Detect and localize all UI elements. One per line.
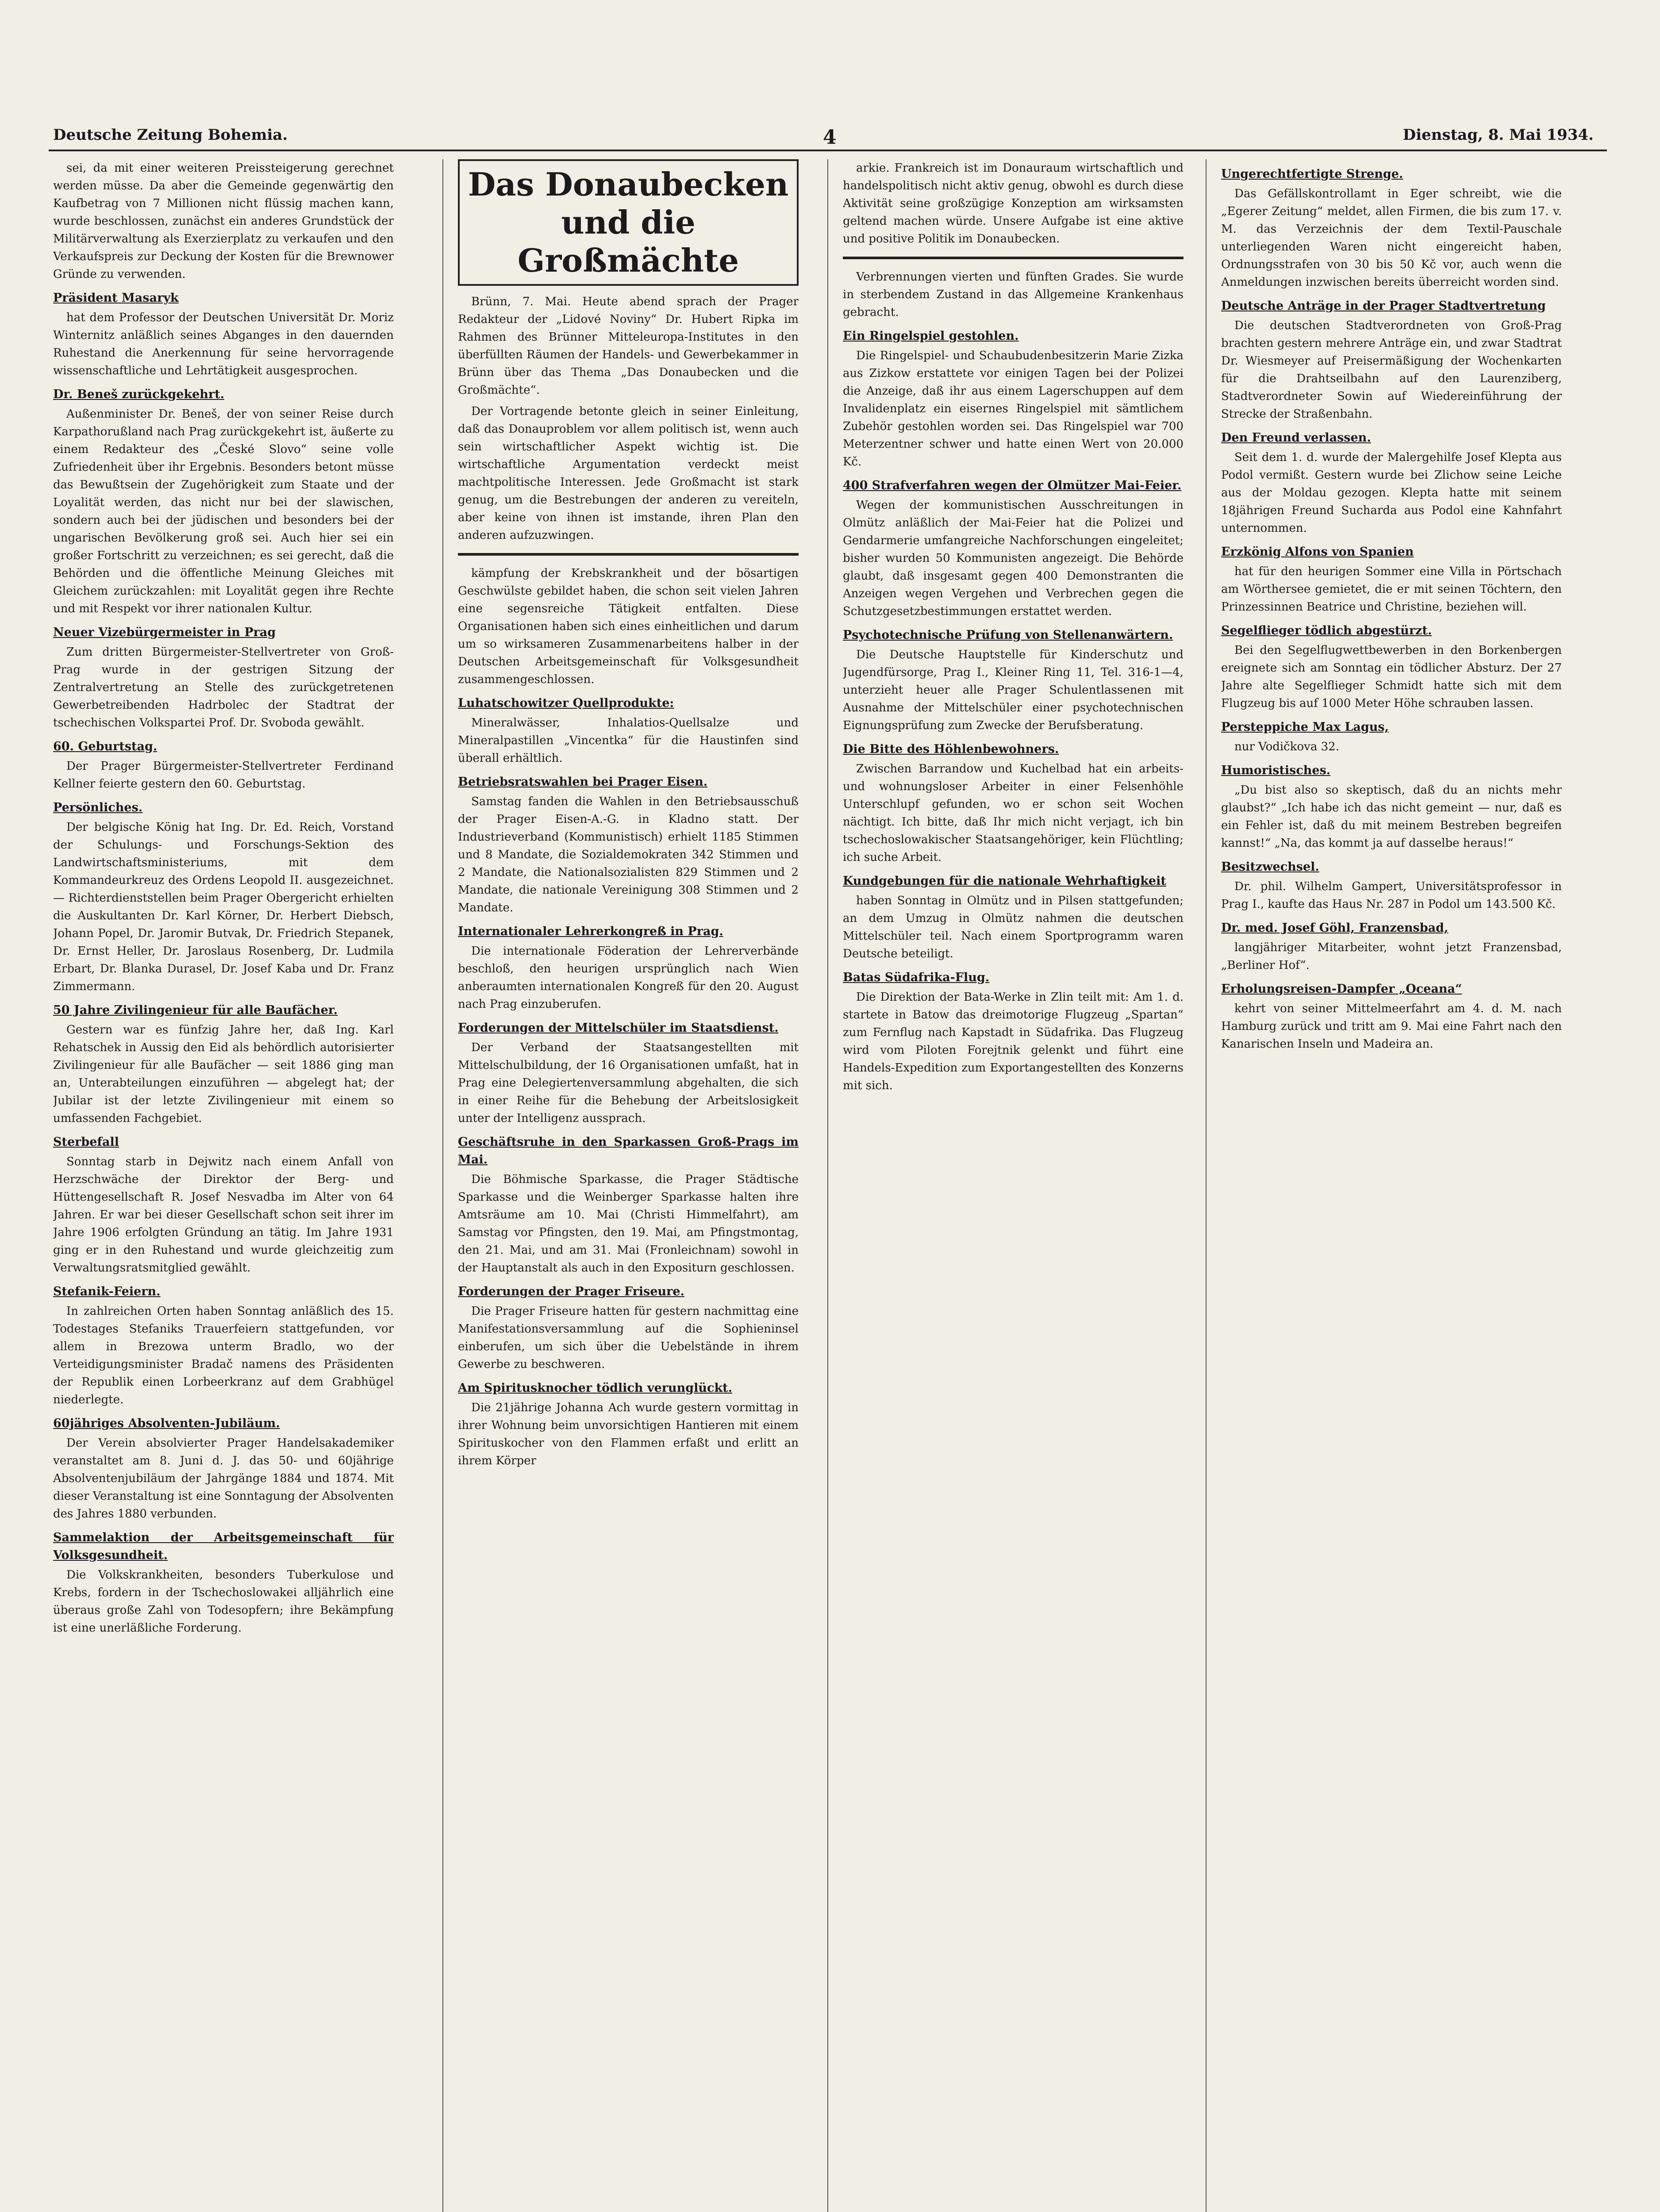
- article-heading: 400 Strafverfahren wegen der Olmützer Mai-Feier.: [843, 479, 1182, 492]
- article-text: Der Vortragende betonte gleich in seiner Einleitung, daß das Donauproblem vor allem politisch ist, wenn auch sein wirtschaftlicher Aspekt wichtig ist. Die wirtschaftliche Argumentation verdeckt meist machtpolitische Interessen. Jede Großmacht ist stark genug, um die Bestrebungen der anderen zu vereiteln, aber keine von ihnen ist imstande, ihren Plan den anderen aufzuzwingen.: [458, 405, 799, 542]
- article-heading: Ungerechtfertigte Strenge.: [1221, 167, 1403, 181]
- article-heading: 60. Geburtstag.: [53, 740, 158, 753]
- article-heading: Forderungen der Prager Friseure.: [458, 1285, 684, 1298]
- article-text: Die Ringelspiel- und Schaubudenbesitzerin Marie Zizka aus Zizkow erstattete vor einigen Tagen bei der Polizei die Anzeige, daß ihr aus einem Lagerschuppen auf dem Invalidenplatz ein eisernes Ringelspiel mit sämtlichem Zubehör gestohlen worden sei. Das Ringelspiel war 700 Meterzentner schwer und hatte einen Wert von 20.000 Kč.: [843, 349, 1184, 469]
- article-text: Der belgische König hat Ing. Dr. Ed. Reich, Vorstand der Schulungs- und Forschungs-Sektion des Landwirtschaftsministeriums, mit dem Kommandeurkreuz des Ordens Leopold II. ausgezeichnet. — Richterdienststellen beim Prager Obergericht erhielten die Auskultanten Dr. Karl Körner, Dr. Herbert Diebsch, Johann Popel, Dr. Jaromir Butvak, Dr. Friedrich Stepanek, Dr. Ernst Heller, Dr. Jaroslaus Rosenberg, Dr. Ludmila Erbart, Dr. Blanka Durasel, Dr. Josef Kaba und Dr. Franz Zimmermann.: [53, 821, 394, 993]
- article-text: kämpfung der Krebskrankheit und der bösartigen Geschwülste gebildet haben, die schon seit vielen Jahren eine segensreiche Tätigkeit entfalten. Diese Organisationen haben sich eines einheitlichen und darum um so wirksameren Zusammenarbeitens halber in der Deutschen Arbeitsgemeinschaft für Volksgesundheit zusammengeschlossen.: [458, 567, 799, 686]
- article-heading: Batas Südafrika-Flug.: [843, 971, 990, 984]
- article-heading: Erzkönig Alfons von Spanien: [1221, 545, 1414, 559]
- header-rule: [49, 150, 1607, 151]
- article-text: „Du bist also so skeptisch, daß du an nichts mehr glaubst?“ „Ich habe ich das nicht gemeint — nur, daß es ein Fehler ist, daß du mit meinem Bestreben begreifen kannst!“ „Na, das kommt ja auf dasselbe heraus!“: [1221, 783, 1562, 850]
- section-rule: [458, 553, 799, 556]
- article-heading: 60jähriges Absolventen-Jubiläum.: [53, 1417, 280, 1430]
- article-heading: Betriebsratswahlen bei Prager Eisen.: [458, 775, 708, 789]
- article-heading: Die Bitte des Höhlenbewohners.: [843, 742, 1059, 756]
- article-text: hat für den heurigen Sommer eine Villa in Pörtschach am Wörthersee gemietet, die er mit seinen Töchtern, den Prinzessinnen Beatrice und Christine, beziehen will.: [1221, 565, 1562, 614]
- article-heading: Geschäftsruhe in den Sparkassen Groß-Prags im Mai.: [458, 1135, 799, 1167]
- article-heading: Den Freund verlassen.: [1221, 431, 1371, 445]
- section-rule: [843, 257, 1184, 259]
- article-text: Außenminister Dr. Beneš, der von seiner Reise durch Karpathorußland nach Prag zurückgekehrt ist, äußerte zu einem Redakteur des „České Slovo“ seine volle Zufriedenheit über ihr Ergebnis. Besonders betont müsse das Bewußtsein der Zugehörigkeit zum Staate und der Loyalität werden, das nicht nur bei der slawischen, sondern auch bei der jüdischen und besonders bei der ungarischen Bevölkerung groß sei. Auch hier sei ein großer Fortschritt zu verzeichnen; es sei gerecht, daß die Behörden und die öffentliche Meinung Gleiches mit Gleichem zurückzahlen: mit Loyalität gegen ihre Rechte und mit Respekt vor ihrer nationalen Kultur.: [53, 407, 394, 615]
- article-heading: Forderungen der Mittelschüler im Staatsdienst.: [458, 1021, 779, 1035]
- article-heading: Stefanik-Feiern.: [53, 1285, 161, 1298]
- article-text: In zahlreichen Orten haben Sonntag anläßlich des 15. Todestages Stefaniks Trauerfeiern stattgefunden, vor allem in Brezowa unterm Bradlo, wo der Verteidigungsminister Bradač namens des Präsidenten der Republik einen Lorbeerkranz auf dem Grabhügel niederlegte.: [53, 1305, 394, 1406]
- article-heading: Psychotechnische Prüfung von Stellenanwärtern.: [843, 628, 1173, 642]
- column-2: [458, 159, 799, 2212]
- article-text: hat dem Professor der Deutschen Universität Dr. Moriz Winternitz anläßlich seines Abganges in den dauernden Ruhestand die Anerkennung für seine hervorragende wissenschaftliche und Lehrtätigkeit ausgesprochen.: [53, 311, 394, 377]
- article-text: Die internationale Föderation der Lehrerverbände beschloß, den heurigen ursprünglich nach Wien anberaumten internationalen Kongreß für den 20. August nach Prag einzuberufen.: [458, 945, 799, 1011]
- article-text: Verbrennungen vierten und fünften Grades. Sie wurde in sterbendem Zustand in das Allgemeine Krankenhaus gebracht.: [843, 270, 1184, 319]
- article-heading: Persönliches.: [53, 801, 143, 814]
- article-heading: Humoristisches.: [1221, 764, 1331, 777]
- article-text: Die 21jährige Johanna Ach wurde gestern vormittag in ihrer Wohnung beim unvorsichtigen Hantieren mit einem Spirituskocher von den Flammen erfaßt und erlitt an ihrem Körper: [458, 1401, 799, 1467]
- article-text: Zwischen Barrandow und Kuchelbad hat ein arbeits- und wohnungsloser Arbeiter in einer Felsenhöhle Unterschlupf gefunden, wo er schon seit Wochen nächtigt. Ich bitte, daß Ihr mich nicht verjagt, ich bin tschechoslowakischer Staatsangehöriger, kein Flüchtling; ich suche Arbeit.: [843, 762, 1184, 864]
- article-text: Die Böhmische Sparkasse, die Prager Städtische Sparkasse und die Weinberger Sparkasse halten ihre Amtsräume am 10. Mai (Christi Himmelfahrt), am Samstag vor Pfingsten, den 19. Mai, am Pfingstmontag, den 21. Mai, und am 31. Mai (Fronleichnam) sowohl in der Hauptanstalt als auch in den Expositurn geschlossen.: [458, 1173, 799, 1275]
- article-text: Brünn, 7. Mai. Heute abend sprach der Prager Redakteur der „Lidové Noviny“ Dr. Hubert Ripka im Rahmen des Brünner Mitteleuropa-Institutes in den überfüllten Räumen der Handels- und Gewerbekammer in Brünn über das Thema „Das Donaubecken und die Großmächte“.: [458, 295, 799, 397]
- article-text: Gestern war es fünfzig Jahre her, daß Ing. Karl Rehatschek in Aussig den Eid als behördlich autorisierter Zivilingenieur für alle Baufächer — seit 1886 ging man an, Unterabteilungen einzuführen — abgelegt hat; der Jubilar ist der letzte Zivilingenieur mit einem so umfassenden Fachgebiet.: [53, 1023, 394, 1125]
- article-text: Die Volkskrankheiten, besonders Tuberkulose und Krebs, fordern in der Tschechoslowakei alljährlich eine überaus große Zahl von Todesopfern; ihre Bekämpfung ist eine unerläßliche Forderung.: [53, 1568, 394, 1635]
- article-heading: Deutsche Anträge in der Prager Stadtvertretung: [1221, 299, 1546, 313]
- column-3: [843, 159, 1184, 2212]
- article-text: Bei den Segelflugwettbewerben in den Borkenbergen ereignete sich am Sonntag ein tödlicher Absturz. Der 27 Jahre alte Segelflieger Schmidt hatte sich mit dem Flugzeug bis auf 1000 Meter Höhe schrauben lassen.: [1221, 644, 1562, 710]
- article-text: langjähriger Mitarbeiter, wohnt jetzt Franzensbad, „Berliner Hof“.: [1221, 941, 1562, 972]
- article-text: sei, da mit einer weiteren Preissteigerung gerechnet werden müsse. Da aber die Gemeinde gegenwärtig den Kaufbetrag von 7 Millionen nicht flüssig machen kann, wurde beschlossen, zunächst ein anderes Grundstück der Militärverwaltung als Exerzierplatz zu verkaufen und den Verkaufspreis zur Deckung der Kosten für die Brewnower Gründe zu verwenden.: [53, 161, 394, 281]
- article-text: Die Direktion der Bata-Werke in Zlin teilt mit: Am 1. d. startete in Batow das dreimotorige Flugzeug „Spartan“ zum Fernflug nach Kapstadt in Südafrika. Das Flugzeug wird vom Piloten Forejtnik gelenkt und führt eine Handels-Expedition zum Exportangestellten des Konzerns mit sich.: [843, 991, 1184, 1092]
- article-text: kehrt von seiner Mittelmeerfahrt am 4. d. M. nach Hamburg zurück und tritt am 9. Mai eine Fahrt nach den Kanarischen Inseln und Madeira an.: [1221, 1002, 1562, 1051]
- article-text: Die Prager Friseure hatten für gestern nachmittag eine Manifestationsversammlung auf die Sophieninsel einberufen, um sich über die Uebelstände in ihrem Gewerbe zu beschweren.: [458, 1305, 799, 1371]
- article-text: Mineralwässer, Inhalatios-Quellsalze und Mineralpastillen „Vincentka“ für die Haustinfen sind überall erhältlich.: [458, 716, 799, 765]
- article-heading: Besitzwechsel.: [1221, 860, 1319, 874]
- column-divider: [442, 159, 443, 2212]
- article-heading: Dr. med. Josef Göhl, Franzensbad,: [1221, 921, 1449, 935]
- article-text: Wegen der kommunistischen Ausschreitungen in Olmütz anläßlich der Mai-Feier hat die Polizei und Gendarmerie umfangreiche Nachforschungen eingeleitet; bisher wurden 50 Kommunisten angezeigt. Die Behörde glaubt, daß insgesamt gegen 400 Demonstranten die Anzeigen wegen Vergehen und Verbrechen gegen die Schutzgesetzbestimmungen erstattet werden.: [843, 499, 1184, 618]
- issue-date: Dienstag, 8. Mai 1934.: [1403, 126, 1594, 144]
- article-text: Dr. phil. Wilhelm Gampert, Universitätsprofessor in Prag I., kaufte das Haus Nr. 287 in Podol um 143.500 Kč.: [1221, 880, 1562, 911]
- article-heading: Segelflieger tödlich abgestürzt.: [1221, 624, 1432, 637]
- article-text: Der Verband der Staatsangestellten mit Mittelschulbildung, der 16 Organisationen umfaßt, hat in Prag eine Delegiertenversammlung abgehalten, die sich in einer Reihe für die Behebung der Arbeitslosigkeit unter der Intelligenz aussprach.: [458, 1041, 799, 1125]
- article-text: Der Verein absolvierter Prager Handelsakademiker veranstaltet am 8. Juni d. J. das 50- und 60jährige Absolventenjubiläum der Jahrgänge 1884 und 1874. Mit dieser Veranstaltung ist eine Sonntagung der Absolventen des Jahres 1880 verbunden.: [53, 1436, 394, 1521]
- article-heading: Internationaler Lehrerkongreß in Prag.: [458, 925, 723, 938]
- article-text: Seit dem 1. d. wurde der Malergehilfe Josef Klepta aus Podol vermißt. Gestern wurde bei Zlichow seine Leiche aus der Moldau gezogen. Klepta hatte mit seinem 18jährigen Freund Sucharda aus Podol eine Kahnfahrt unternommen.: [1221, 451, 1562, 535]
- article-text: Sonntag starb in Dejwitz nach einem Anfall von Herzschwäche der Direktor der Berg- und Hüttengesellschaft R. Josef Nesvadba im Alter von 64 Jahren. Er war bei dieser Gesellschaft schon seit ihrer im Jahre 1906 erfolgten Gründung an tätig. Im Jahre 1931 ging er in den Ruhestand und wurde gleichzeitig zum Verwaltungsratsmitglied gewählt.: [53, 1155, 394, 1275]
- article-heading: Erholungsreisen-Dampfer „Oceana“: [1221, 982, 1462, 996]
- article-text: Das Gefällskontrollamt in Eger schreibt, wie die „Egerer Zeitung“ meldet, allen Firmen, die bis zum 17. v. M. das Verzeichnis der dem Textil-Pauschale unterliegenden Waren nicht eingereicht haben, Ordnungsstrafen von 30 bis 50 Kč vor, auch wenn die Anmeldungen inzwischen bereits überreicht worden sind.: [1221, 187, 1562, 289]
- article-heading: 50 Jahre Zivilingenieur für alle Baufächer.: [53, 1003, 338, 1017]
- page-number: 4: [823, 126, 837, 149]
- article-heading: Neuer Vizebürgermeister in Prag: [53, 626, 276, 639]
- article-text: Die Deutsche Hauptstelle für Kinderschutz und Jugendfürsorge, Prag I., Kleiner Ring 11, Tel. 316-1—4, unterzieht heuer alle Prager Schulentlassenen mit Ausnahme der Mittelschüler einer psychotechnischen Eignungsprüfung zum Zwecke der Berufsberatung.: [843, 648, 1184, 732]
- article-text: nur Vodičkova 32.: [1234, 740, 1339, 753]
- column-divider: [1206, 159, 1207, 2212]
- article-heading: Ein Ringelspiel gestohlen.: [843, 329, 1019, 343]
- column-1: [53, 159, 394, 2212]
- article-heading: Am Spiritusknocher tödlich verunglückt.: [458, 1381, 733, 1395]
- column-4: [1221, 159, 1562, 2212]
- masthead-left: Deutsche Zeitung Bohemia.: [53, 126, 288, 144]
- article-heading: Dr. Beneš zurückgekehrt.: [53, 388, 225, 401]
- lead-article-title: Das Donaubecken und die Großmächte: [458, 159, 799, 286]
- article-heading: Persteppiche Max Lagus,: [1221, 720, 1389, 734]
- article-heading: Sammelaktion der Arbeitsgemeinschaft für Volksgesundheit.: [53, 1531, 394, 1562]
- article-text: haben Sonntag in Olmütz und in Pilsen stattgefunden; an dem Umzug in Olmütz nahmen die deutschen Mittelschüler teil. Nach einem Sportprogramm waren Deutsche beteiligt.: [843, 894, 1184, 960]
- article-text: Samstag fanden die Wahlen in den Betriebsausschuß der Prager Eisen-A.-G. in Kladno statt. Der Industrieverband (Kommunistisch) erhielt 1185 Stimmen und 8 Mandate, die Sozialdemokraten 342 Stimmen und 2 Mandate, die Nationalsozialisten 829 Stimmen und 2 Mandate, die nationale Vereinigung 308 Stimmen und 2 Mandate.: [458, 795, 799, 914]
- article-text: Zum dritten Bürgermeister-Stellvertreter von Groß-Prag wurde in der gestrigen Sitzung der Zentralvertretung an Stelle des zurückgetretenen Gewerbetreibenden Hadrbolec der Stadtrat der tschechischen Volkspartei Prof. Dr. Svoboda gewählt.: [53, 645, 394, 730]
- article-heading: Kundgebungen für die nationale Wehrhaftigkeit: [843, 874, 1166, 888]
- article-heading: Präsident Masaryk: [53, 291, 179, 305]
- article-heading: Sterbefall: [53, 1135, 119, 1149]
- article-heading: Luhatschowitzer Quellprodukte:: [458, 696, 674, 710]
- column-divider: [827, 159, 828, 2212]
- article-text: arkie. Frankreich ist im Donauraum wirtschaftlich und handelspolitisch nicht aktiv genug, obwohl es durch diese Aktivität seine großzügige Konzeption am wirksamsten geltend machen würde. Unsere Aufgabe ist eine aktive und positive Politik im Donaubecken.: [843, 161, 1184, 246]
- article-text: Der Prager Bürgermeister-Stellvertreter Ferdinand Kellner feierte gestern den 60. Geburtstag.: [53, 760, 394, 791]
- article-text: Die deutschen Stadtverordneten von Groß-Prag brachten gestern mehrere Anträge ein, und zwar Stadtrat Dr. Wiesmeyer auf Preisermäßigung der Wochenkarten für die Drahtseilbahn auf den Laurenziberg, Stadtverordneter Sowin auf Wiedereinführung der Strecke der Straßenbahn.: [1221, 319, 1562, 421]
